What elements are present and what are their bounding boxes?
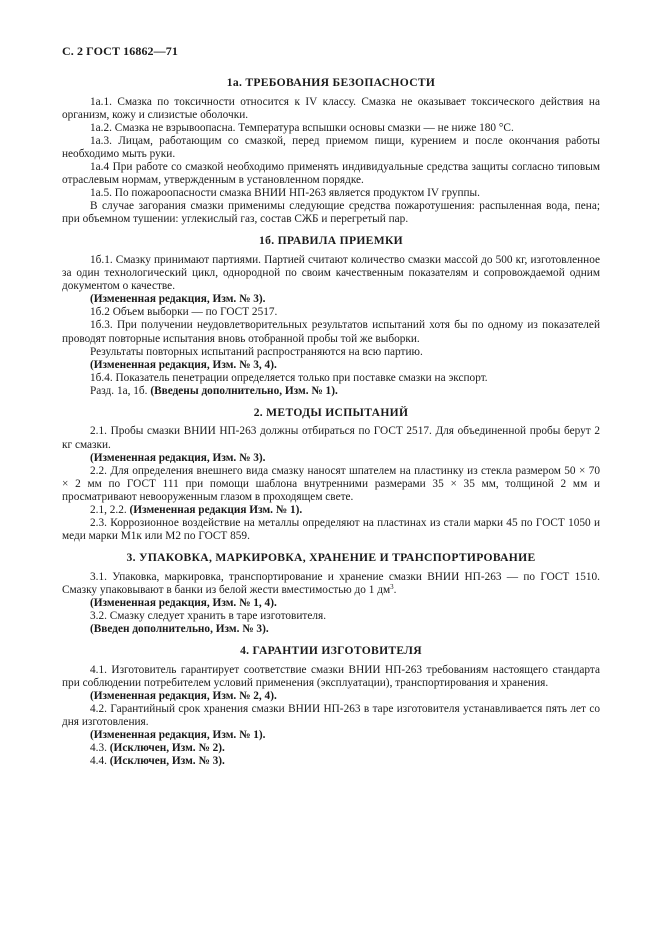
paragraph-1a4: 1а.4 При работе со смазкой необходимо применять индивидуальные средства защиты согласно типовым отраслевым нормам, утвержденным в установленном порядке. (62, 160, 600, 187)
paragraph-4-1: 4.1. Изготовитель гарантирует соответствие смазки ВНИИ НП-263 требованиям настоящего стандарта при соблюдении потребителем условий применения (эксплуатации), транспортирования и хранения. (62, 663, 600, 689)
amendment-note: (Измененная редакция, Изм. № 3, 4). (90, 358, 277, 371)
section-title-packaging: 3. УПАКОВКА, МАРКИРОВКА, ХРАНЕНИЕ И ТРАНСПОРТИРОВАНИЕ (126, 551, 536, 565)
amendment-note: (Введены дополнительно, Изм. № 1). (150, 384, 338, 397)
paragraph-1a2: 1а.2. Смазка не взрывоопасна. Температура вспышки основы смазки — не ниже 180 °С. (90, 121, 514, 134)
section-title-safety: 1а. ТРЕБОВАНИЯ БЕЗОПАСНОСТИ (226, 76, 436, 89)
amendment-note: (Измененная редакция, Изм. № 1). (90, 729, 266, 742)
note-prefix: Разд. 1а, 1б. (90, 384, 148, 397)
paragraph-1b3: 1б.3. При получении неудовлетворительных результатов испытаний хотя бы по одному из показателей проводят повторные испытания вновь отобранной пробы той же выборки. (62, 319, 600, 345)
amendment-note: (Измененная редакция Изм. № 1). (129, 504, 303, 517)
section-title-acceptance: 1б. ПРАВИЛА ПРИЕМКИ (259, 234, 403, 248)
paragraph-end: . (393, 583, 397, 596)
note-prefix: 4.3. (90, 742, 107, 755)
paragraph-1b1: 1б.1. Смазку принимают партиями. Партией считают количество смазки массой до 500 кг, изготовленное за один технологический цикл, однородной по своим качественным показателям и сопровождаемой одним документом о качестве. (62, 253, 600, 293)
paragraph-1a5: 1а.5. По пожароопасности смазка ВНИИ НП-263 является продуктом IV группы. (90, 187, 480, 200)
amendment-note: (Измененная редакция, Изм. № 3). (90, 451, 266, 464)
page-header: С. 2 ГОСТ 16862—71 (62, 44, 178, 58)
amendment-note: (Введен дополнительно, Изм. № 3). (90, 623, 269, 636)
paragraph-3-2: 3.2. Смазку следует хранить в таре изготовителя. (90, 610, 327, 623)
paragraph-1a5-fire: В случае загорания смазки применимы следующие средства пожаротушения: распыленная вода, пена; при объемном тушении: углекислый газ, состав СЖБ и перегретый пар. (62, 200, 600, 226)
paragraph-3-1 (62, 571, 600, 597)
paragraph-1b3-results: Результаты повторных испытаний распространяются на всю партию. (90, 345, 423, 358)
section-title-test-methods: 2. МЕТОДЫ ИСПЫТАНИЙ (253, 405, 409, 419)
paragraph-1a3: 1а.3. Лицам, работающим со смазкой, перед приемом пищи, курением и после окончания работы необходимо мыть руки. (62, 134, 600, 160)
paragraph-2-3: 2.3. Коррозионное воздействие на металлы определяют на пластинах из стали марки 45 по ГОСТ 1050 и меди марки М1к или М2 по ГОСТ 859. (62, 517, 600, 543)
document-body (62, 76, 600, 769)
paragraph-2-2: 2.2. Для определения внешнего вида смазку наносят шпателем на пластинку из стекла размером 50 × 70 × 2 мм по ГОСТ 111 при помощи шаблона внутренними размерами 35 × 35 мм, толщиной 2 мм и просматривают невооруженным глазом в проходящем свете. (62, 464, 600, 503)
superscript: 3 (390, 582, 394, 591)
paragraph-sections-note (62, 385, 600, 398)
paragraph-4-2: 4.2. Гарантийный срок хранения смазки ВНИИ НП-263 в таре изготовителя устанавливается пять лет со дня изготовления. (62, 703, 600, 729)
paragraph-4-3 (62, 742, 600, 755)
note-prefix: 4.4. (90, 755, 107, 768)
note-prefix: 2.1, 2.2. (90, 504, 127, 517)
paragraph-1b4: 1б.4. Показатель пенетрации определяется только при поставке смазки на экспорт. (90, 371, 488, 384)
amendment-note: (Исключен, Изм. № 2). (109, 742, 225, 755)
amendment-note: (Исключен, Изм. № 3). (109, 755, 225, 768)
paragraph-text: 3.1. Упаковка, маркировка, транспортирование и хранение смазки ВНИИ НП-263 — по ГОСТ 1510. Смазку упаковывают в банки из белой жести вместимостью до 1 дм (62, 570, 600, 596)
paragraph-2-1: 2.1. Пробы смазки ВНИИ НП-263 должны отбираться по ГОСТ 2517. Для объединенной пробы берут 2 кг смазки. (62, 425, 600, 451)
paragraph-4-4 (62, 755, 600, 768)
section-title-warranty: 4. ГАРАНТИИ ИЗГОТОВИТЕЛЯ (240, 644, 422, 658)
amendment-note: (Измененная редакция, Изм. № 3). (90, 293, 266, 306)
amendment-note: (Измененная редакция, Изм. № 1, 4). (90, 597, 277, 609)
paragraph-1a1: 1а.1. Смазка по токсичности относится к IV классу. Смазка не оказывает токсического действия на организм, кожу и слизистые оболочки. (62, 95, 600, 121)
amendment-note: (Измененная редакция, Изм. № 2, 4). (90, 689, 277, 702)
paragraph-2-1-2-2-note (62, 504, 600, 517)
paragraph-1b2: 1б.2 Объем выборки — по ГОСТ 2517. (90, 306, 278, 319)
